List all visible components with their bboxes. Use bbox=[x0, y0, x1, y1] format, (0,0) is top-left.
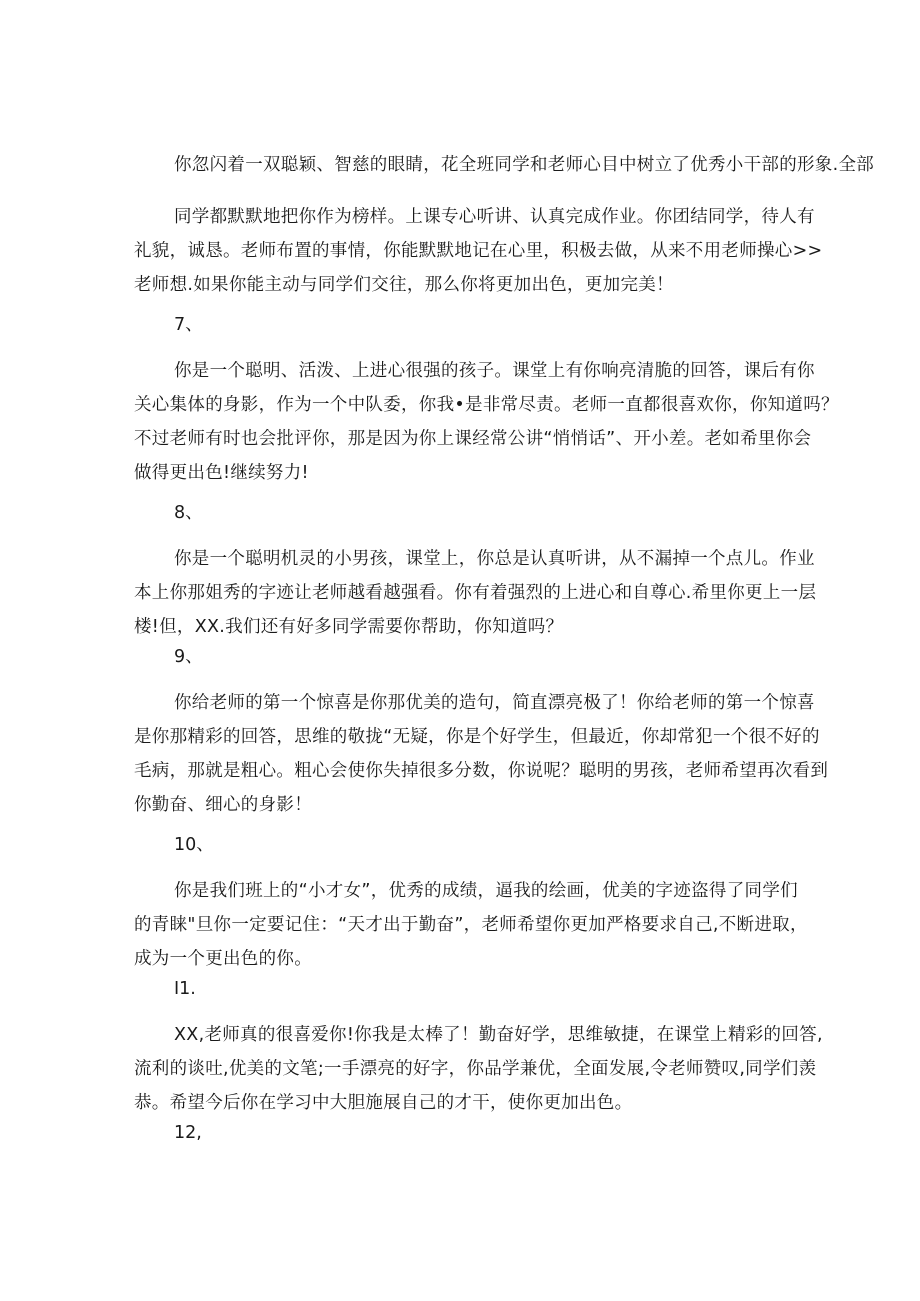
text-line: 成为一个更出色的你。 bbox=[134, 949, 312, 969]
text-line: 你给老师的第一个惊喜是你那优美的造句，简直漂亮极了！你给老师的第一个惊喜 bbox=[174, 693, 815, 713]
section-number-12: 12, bbox=[174, 1123, 202, 1143]
paragraph-7 bbox=[134, 354, 839, 490]
text-line: 做得更出色!继续努力! bbox=[134, 463, 309, 483]
section-number-7: 7、 bbox=[174, 315, 203, 335]
section-number-8: 8、 bbox=[174, 503, 203, 523]
paragraph-intro-continued bbox=[134, 200, 823, 302]
text-line: 礼貌，诚恳。老师布置的事情，你能默默地记在心里，积极去做，从来不用老师操心>> bbox=[134, 241, 823, 261]
section-number-10: 10、 bbox=[174, 835, 214, 855]
text-line: 你勤奋、细心的身影！ bbox=[134, 795, 312, 815]
text-line: 你是一个聪明机灵的小男孩，课堂上，你总是认真听讲，从不漏掉一个点儿。作业 bbox=[174, 549, 815, 569]
text-line: 恭。希望今后你在学习中大胆施展自己的才干，使你更加出色。 bbox=[134, 1093, 633, 1113]
text-line: 老师想.如果你能主动与同学们交往，那么你将更加出色，更加完美！ bbox=[134, 275, 674, 295]
text-line: 不过老师有时也会批评你，那是因为你上课经常公讲“悄悄话”、开小差。老如希里你会 bbox=[134, 429, 812, 449]
text-line: 流利的谈吐,优美的文笔;一手漂亮的好字，你品学兼优，全面发展,令老师赞叹,同学们羡 bbox=[134, 1059, 817, 1079]
text-line: 是你那精彩的回答，思维的敬拢“无疑，你是个好学生，但最近，你却常犯一个很不好的 bbox=[134, 727, 820, 747]
text-line: 你是一个聪明、活泼、上进心很强的孩子。课堂上有你响亮清脆的回答，课后有你 bbox=[174, 361, 815, 381]
text-line: 同学都默默地把你作为榜样。上课专心听讲、认真完成作业。你团结同学，待人有 bbox=[174, 207, 815, 227]
text-line: 楼!但，XX.我们还有好多同学需要你帮助，你知道吗？ bbox=[134, 617, 564, 637]
section-number-9: 9、 bbox=[174, 647, 203, 667]
text-line: 毛病，那就是粗心。粗心会使你失掉很多分数，你说呢？聪明的男孩，老师希望再次看到 bbox=[134, 761, 829, 781]
text-line: 你忽闪着一双聪颖、智慈的眼睛，花全班同学和老师心目中树立了优秀小干部的形象.全部 bbox=[174, 155, 875, 175]
text-line: 本上你那姐秀的字迹让老师越看越强看。你有着强烈的上进心和自尊心.希里你更上一层 bbox=[134, 583, 817, 603]
paragraph-11 bbox=[134, 1018, 823, 1120]
paragraph-10 bbox=[134, 874, 808, 976]
text-line: 你是我们班上的“小才女”，优秀的成绩，逼我的绘画，优美的字迹盗得了同学们 bbox=[174, 881, 798, 901]
paragraph-intro bbox=[134, 148, 875, 182]
text-line: XX,老师真的很喜爱你!你我是太棒了！勤奋好学，思维敏捷，在课堂上精彩的回答, bbox=[174, 1025, 823, 1045]
paragraph-8 bbox=[134, 542, 817, 644]
paragraph-9 bbox=[134, 686, 829, 822]
text-line: 的青睐"旦你一定要记住：“天才出于勤奋”，老师希望你更加严格要求自己,不断进取， bbox=[134, 915, 808, 935]
section-number-11: I1. bbox=[174, 979, 196, 999]
text-line: 关心集体的身影，作为一个中队委，你我•是非常尽责。老师一直都很喜欢你，你知道吗？ bbox=[134, 395, 839, 415]
